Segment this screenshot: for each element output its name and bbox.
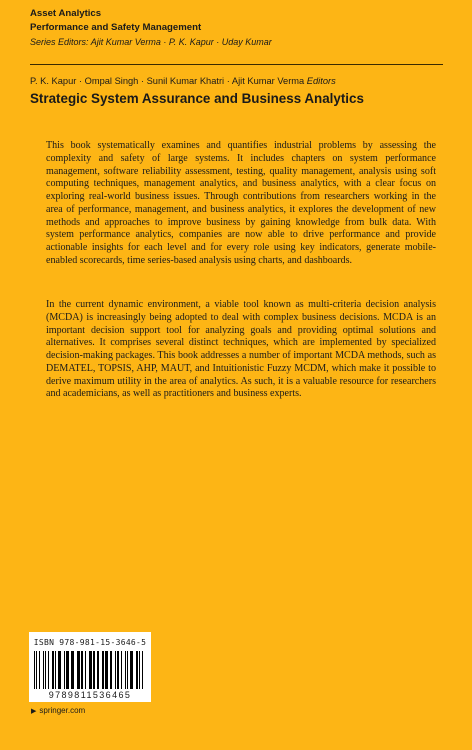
series-subtitle: Performance and Safety Management — [30, 22, 202, 33]
barcode-bar — [34, 651, 35, 689]
publisher-url: springer.com — [39, 706, 86, 715]
barcode-bar — [130, 651, 133, 689]
book-editors-names: P. K. Kapur · Ompal Singh · Sunil Kumar Khatri · Ajit Kumar Verma — [30, 76, 305, 86]
barcode-bar — [105, 651, 108, 689]
book-title: Strategic System Assurance and Business Analytics — [30, 91, 364, 106]
barcode-bar — [115, 651, 116, 689]
series-name: Asset Analytics — [30, 8, 102, 19]
barcode-bar — [36, 651, 37, 689]
barcode-bar — [48, 651, 49, 689]
barcode-bar — [89, 651, 92, 689]
barcode-bars — [34, 651, 146, 689]
barcode-bar — [81, 651, 83, 689]
publisher-link[interactable] — [31, 706, 85, 715]
barcode-bar — [45, 651, 46, 689]
barcode-bar — [58, 651, 61, 689]
barcode-bar — [39, 651, 40, 689]
barcode-bar — [97, 651, 99, 689]
barcode-bar — [136, 651, 138, 689]
barcode-digits: 9789811536465 — [48, 690, 132, 700]
barcode-bar — [93, 651, 95, 689]
isbn-label: ISBN 978-981-15-3646-5 — [33, 638, 147, 647]
barcode-bar — [71, 651, 74, 689]
book-editors — [30, 75, 336, 87]
barcode-bar — [127, 651, 128, 689]
barcode-bar — [66, 651, 69, 689]
barcode-bar — [52, 651, 54, 689]
series-header — [30, 7, 450, 49]
barcode-bar — [85, 651, 86, 689]
barcode-bar — [110, 651, 112, 689]
barcode-bar — [125, 651, 126, 689]
series-editors: Series Editors: Ajit Kumar Verma · P. K. Kapur · Uday Kumar — [30, 37, 272, 47]
barcode-bar — [77, 651, 80, 689]
triangle-arrow-icon: ▶ — [31, 708, 37, 715]
blurb-paragraph-2: In the current dynamic environment, a viable tool known as multi-criteria decision analysis (MCDA) is increasingly being adopted to deal with complex business decisions. MCDA is an important decision support tool for analyzing goals and providing optimal solutions and alternatives. It comprises several distinct techniques, which are implemented by specialized decision-making packages. This book addresses a number of important MCDA methods, such as DEMATEL, TOPSIS, AHP, MAUT, and Intuitionistic Fuzzy MCDM, which make it possible to derive maximum utility in the area of analytics. As such, it is a valuable resource for researchers and academicians, as well as practitioners and business experts. — [46, 299, 436, 400]
book-editors-role: Editors — [306, 76, 336, 86]
header-divider — [30, 64, 443, 65]
barcode-bar — [117, 651, 119, 689]
barcode-bar — [102, 651, 104, 689]
barcode-bar — [43, 651, 44, 689]
barcode — [29, 632, 151, 702]
blurb-paragraph-1: This book systematically examines and quantifies industrial problems by assessing the complexity and safety of large systems. It includes chapters on system performance management, software reliability assessment, testing, quality management, analysis using soft computing techniques, management analytics, and business analytics, with a clear focus on exploring real-world business issues. Through contributions from researchers working in the area of performance, management, and business analytics, it explores the development of new methods and approaches to improve business by gaining knowledge from bulk data. With system performance analytics, companies are now able to drive performance and provide actionable insights for each level and for every role using key indicators, generate mobile-enabled scorecards, time series-based analysis using charts, and dashboards. — [46, 140, 436, 266]
barcode-bar — [55, 651, 56, 689]
barcode-bar — [139, 651, 140, 689]
barcode-bar — [121, 651, 122, 689]
barcode-bar — [142, 651, 143, 689]
barcode-bar — [64, 651, 65, 689]
